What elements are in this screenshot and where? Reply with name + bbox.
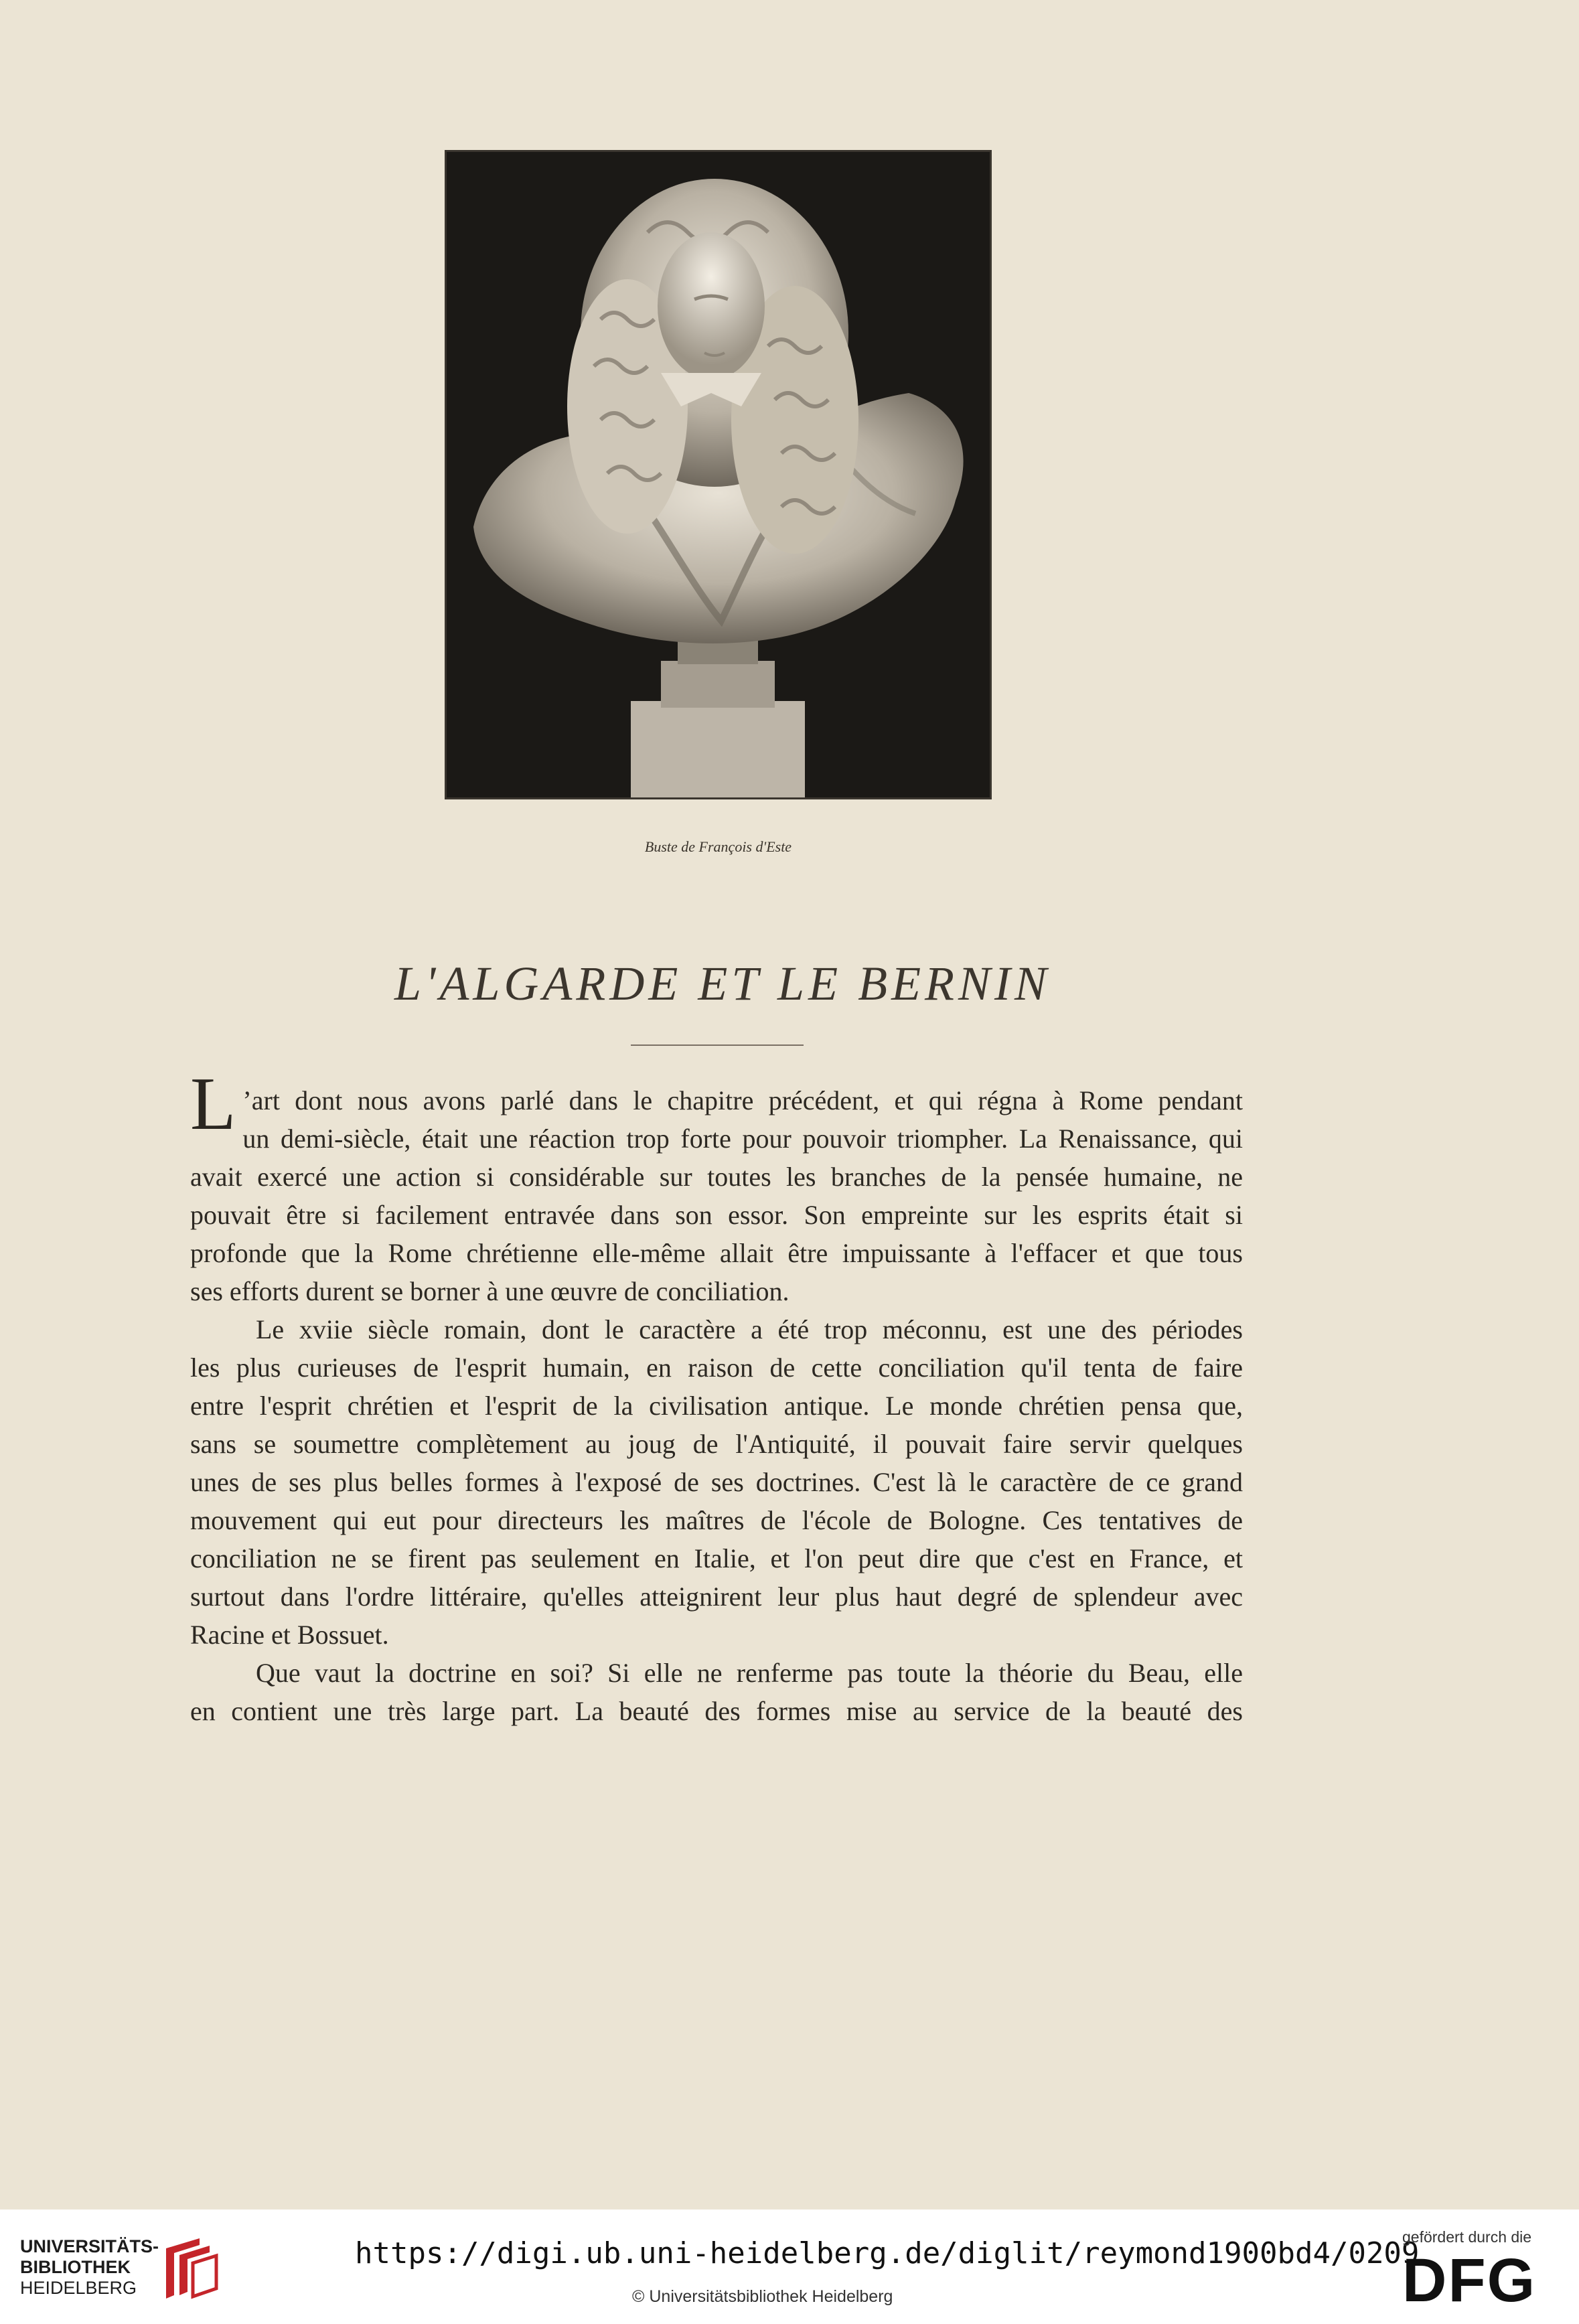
viewer-footer bbox=[0, 2210, 1579, 2324]
text-line: L ’art dont nous avons parlé dans le chapitre précédent, et qui régna à Rome pendant bbox=[190, 1063, 1243, 1146]
chapter-title: L'ALGARDE ET LE BERNIN bbox=[394, 957, 1051, 1010]
text-line: profonde que la Rome chrétienne elle-même allait être impuissante à l'effacer et que tous bbox=[190, 1238, 1243, 1268]
text-line: en contient une très large part. La beauté des formes mise au service de la beauté des bbox=[190, 1696, 1243, 1726]
text-line: Le xviie siècle romain, dont le caractère a été trop méconnu, est une des périodes bbox=[256, 1314, 1243, 1344]
text-line: surtout dans l'ordre littéraire, qu'elles atteignirent leur plus haut degré de splendeur avec bbox=[190, 1581, 1243, 1612]
library-emblem-icon bbox=[159, 2235, 220, 2302]
dfg-logo[interactable]: DFG bbox=[1402, 2246, 1537, 2315]
body-text bbox=[190, 1063, 1243, 1730]
permalink-url[interactable]: https://digi.ub.uni-heidelberg.de/diglit/reymond1900bd4/0209 bbox=[355, 2236, 1420, 2270]
text-line: les plus curieuses de l'esprit humain, en raison de cette conciliation qu'il tenta de faire bbox=[190, 1352, 1243, 1383]
text-line: unes de ses plus belles formes à l'exposé de ses doctrines. C'est là le caractère de ce grand bbox=[190, 1467, 1243, 1497]
text-line: entre l'esprit chrétien et l'esprit de la civilisation antique. Le monde chrétien pensa que, bbox=[190, 1391, 1243, 1421]
drop-cap: L bbox=[190, 1063, 236, 1146]
text-line: Que vaut la doctrine en soi? Si elle ne renferme pas toute la théorie du Beau, elle bbox=[256, 1658, 1243, 1688]
text-line: un demi-siècle, était une réaction trop forte pour pouvoir triompher. La Renaissance, qui bbox=[242, 1124, 1243, 1154]
title-rule bbox=[631, 1044, 804, 1046]
text-line: sans se soumettre complètement au joug de l'Antiquité, il pouvait faire servir quelques bbox=[190, 1429, 1243, 1459]
copyright-notice: © Universitätsbibliothek Heidelberg bbox=[632, 2287, 893, 2306]
funding-note: gefördert durch die bbox=[1402, 2228, 1532, 2246]
bust-photograph bbox=[445, 150, 992, 799]
library-logo-text[interactable]: UNIVERSITÄTS- BIBLIOTHEK HEIDELBERG bbox=[20, 2236, 159, 2298]
text-line: avait exercé une action si considérable sur toutes les branches de la pensée humaine, ne bbox=[190, 1162, 1243, 1192]
text-line: ses efforts durent se borner à une œuvre de conciliation. bbox=[190, 1276, 790, 1306]
figure-caption: Buste de François d'Este bbox=[644, 838, 792, 855]
text-line: pouvait être si facilement entravée dans son essor. Son empreinte sur les esprits était si bbox=[190, 1200, 1243, 1230]
text-line: mouvement qui eut pour directeurs les maîtres de l'école de Bologne. Ces tentatives de bbox=[190, 1505, 1243, 1535]
paragraph-1 bbox=[190, 1063, 1243, 1310]
marble-bust-icon bbox=[447, 152, 990, 797]
text-line: conciliation ne se firent pas seulement en Italie, et l'on peut dire que c'est en France, et bbox=[190, 1543, 1243, 1573]
paragraph-2 bbox=[190, 1310, 1243, 1654]
paragraph-3 bbox=[190, 1654, 1243, 1730]
text-line: Racine et Bossuet. bbox=[190, 1620, 389, 1650]
